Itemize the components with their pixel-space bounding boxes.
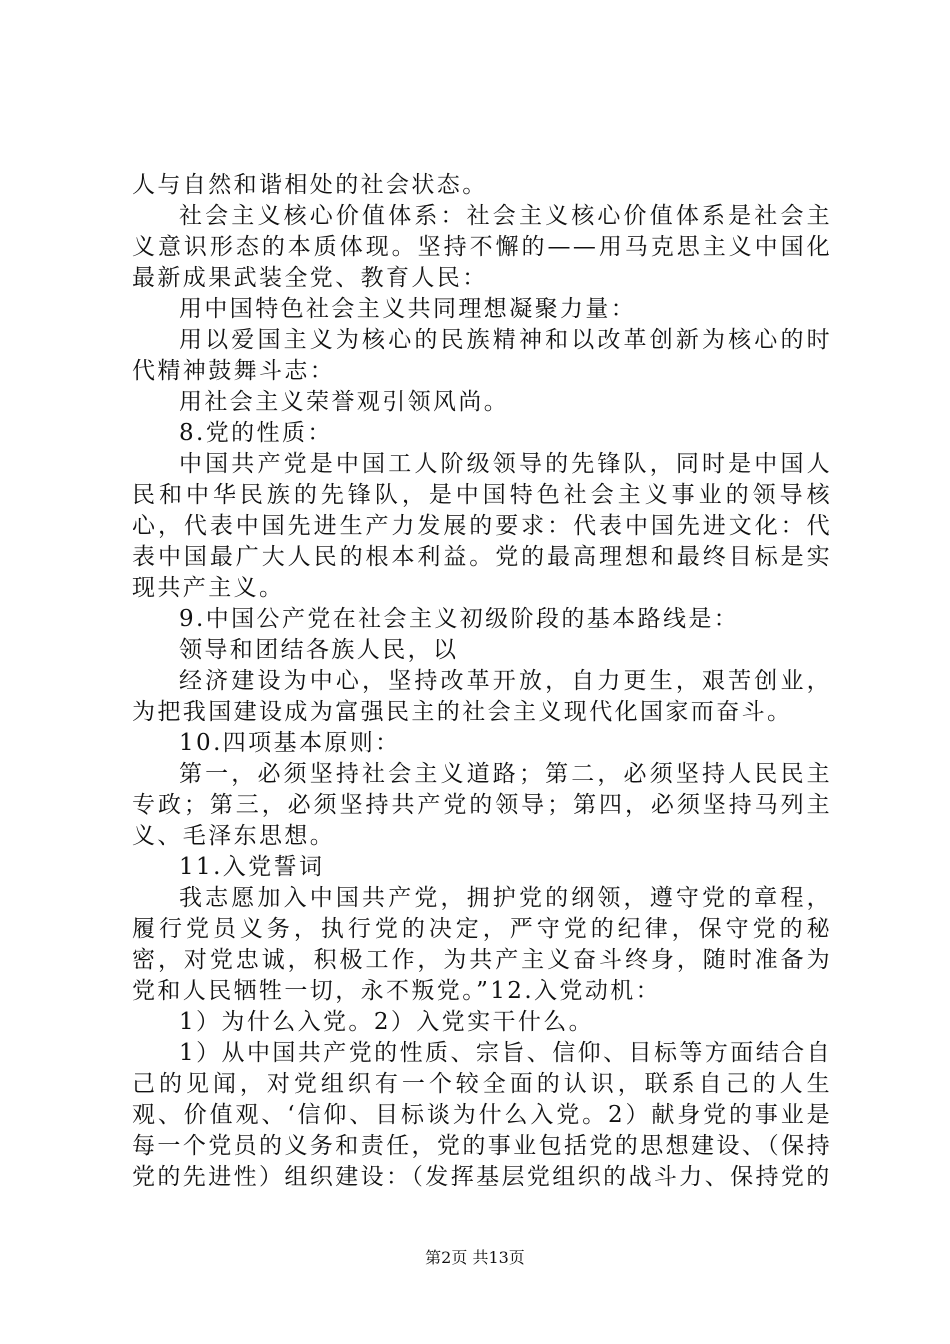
paragraph: 1）从中国共产党的性质、宗旨、信仰、目标等方面结合自己的见闻，对党组织有一个较全面的认识，联系自己的人生观、价值观、‘信仰、目标谈为什么入党。2）献身党的事业是每一个党员的义务和责任，党的事业包括党的思想建设、（保持党的先进性）组织建设：（发挥基层党组织的战斗力、保持党的 — [132, 1040, 832, 1190]
paragraph: 人与自然和谐相处的社会状态。 — [132, 172, 488, 198]
section-heading: 8.党的性质： — [179, 420, 333, 446]
section-heading: 9.中国公产党在社会主义初级阶段的基本路线是： — [179, 606, 740, 632]
paragraph: 用以爱国主义为核心的民族精神和以改革创新为核心的时代精神鼓舞斗志： — [132, 327, 832, 384]
paragraph: 中国共产党是中国工人阶级领导的先锋队，同时是中国人民和中华民族的先锋队，是中国特色社会主义事业的领导核心，代表中国先进生产力发展的要求：代表中国先进文化：代表中国最广大人民的根本利益。党的最高理想和最终目标是实现共产主义。 — [132, 451, 832, 601]
section-heading: 10.四项基本原则： — [179, 730, 401, 756]
paragraph: 用中国特色社会主义共同理想凝聚力量： — [179, 296, 637, 322]
page-number: 第2页 共13页 — [425, 1248, 525, 1267]
paragraph: 用社会主义荣誉观引领风尚。 — [179, 389, 510, 415]
paragraph: 第一，必须坚持社会主义道路；第二，必须坚持人民民主专政；第三，必须坚持共产党的领导；第四，必须坚持马列主义、毛泽东思想。 — [132, 761, 832, 849]
paragraph: 我志愿加入中国共产党，拥护党的纲领，遵守党的章程，履行党员义务，执行党的决定，严守党的纪律，保守党的秘密，对党忠诚，积极工作，为共产主义奋斗终身，随时准备为党和人民牺牲一切，永不叛党。”12.入党动机： — [132, 885, 832, 1004]
paragraph: 1）为什么入党。2）入党实干什么。 — [179, 1009, 595, 1035]
paragraph: 社会主义核心价值体系：社会主义核心价值体系是社会主义意识形态的本质体现。坚持不懈的——用马克思主义中国化最新成果武装全党、教育人民： — [132, 203, 832, 291]
paragraph: 领导和团结各族人民，以 — [179, 637, 459, 663]
page-footer — [0, 1245, 950, 1268]
section-heading: 11.入党誓词 — [179, 854, 325, 880]
paragraph: 经济建设为中心，坚持改革开放，自力更生，艰苦创业，为把我国建设成为富强民主的社会主义现代化国家而奋斗。 — [132, 668, 832, 725]
document-body — [132, 170, 832, 1193]
